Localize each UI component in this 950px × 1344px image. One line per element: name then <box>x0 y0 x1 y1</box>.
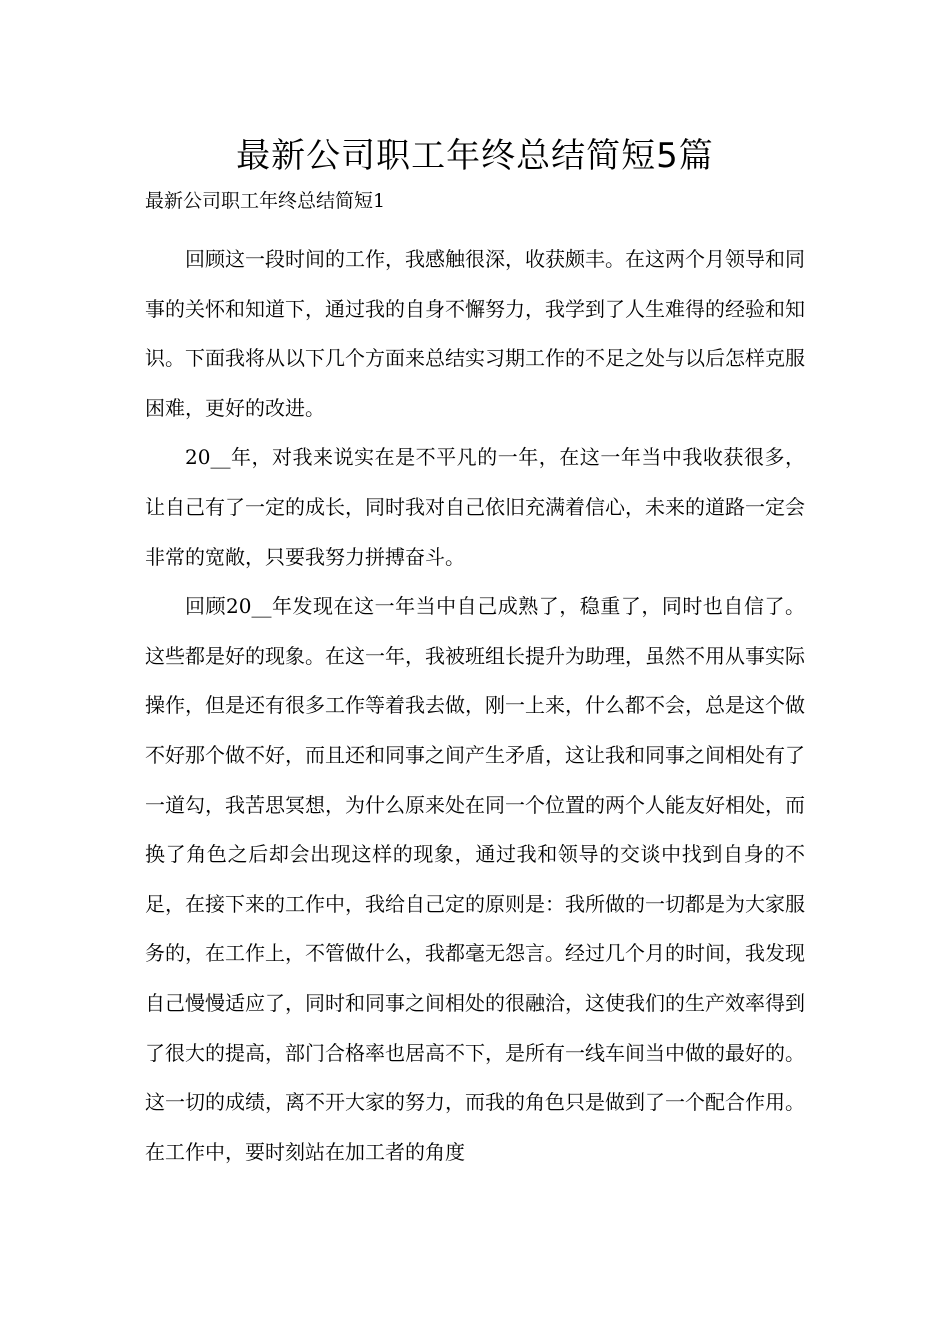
document-page <box>145 0 805 1177</box>
body-paragraph-1: 回顾这一段时间的工作，我感触很深，收获颇丰。在这两个月领导和同事的关怀和知道下，通过我的自身不懈努力，我学到了人生难得的经验和知识。下面我将从以下几个方面来总结实习期工作的不足之处与以后怎样克服困难，更好的改进。 <box>145 247 805 420</box>
section-heading: 最新公司职工年终总结简短1 <box>145 190 386 212</box>
body-paragraph-2: 20__年，对我来说实在是不平凡的一年，在这一年当中我收获很多，让自己有了一定的成长，同时我对自己依旧充满着信心，未来的道路一定会非常的宽敞，只要我努力拼搏奋斗。 <box>145 445 805 569</box>
document-title: 最新公司职工年终总结简短5篇 <box>236 136 714 176</box>
body-paragraph-3: 回顾20__年发现在这一年当中自己成熟了，稳重了，同时也自信了。这些都是好的现象。在这一年，我被班组长提升为助理，虽然不用从事实际操作，但是还有很多工作等着我去做，刚一上来，什么都不会，总是这个做不好那个做不好，而且还和同事之间产生矛盾，这让我和同事之间相处有了一道勾，我苦思冥想，为什么原来处在同一个位置的两个人能友好相处，而换了角色之后却会出现这样的现象，通过我和领导的交谈中找到自身的不足，在接下来的工作中，我给自己定的原则是：我所做的一切都是为大家服务的，在工作上，不管做什么，我都毫无怨言。经过几个月的时间，我发现自己慢慢适应了，同时和同事之间相处的很融洽，这使我们的生产效率得到了很大的提高，部门合格率也居高不下，是所有一线车间当中做的最好的。这一切的成绩，离不开大家的努力，而我的角色只是做到了一个配合作用。在工作中，要时刻站在加工者的角度 <box>145 594 805 1164</box>
